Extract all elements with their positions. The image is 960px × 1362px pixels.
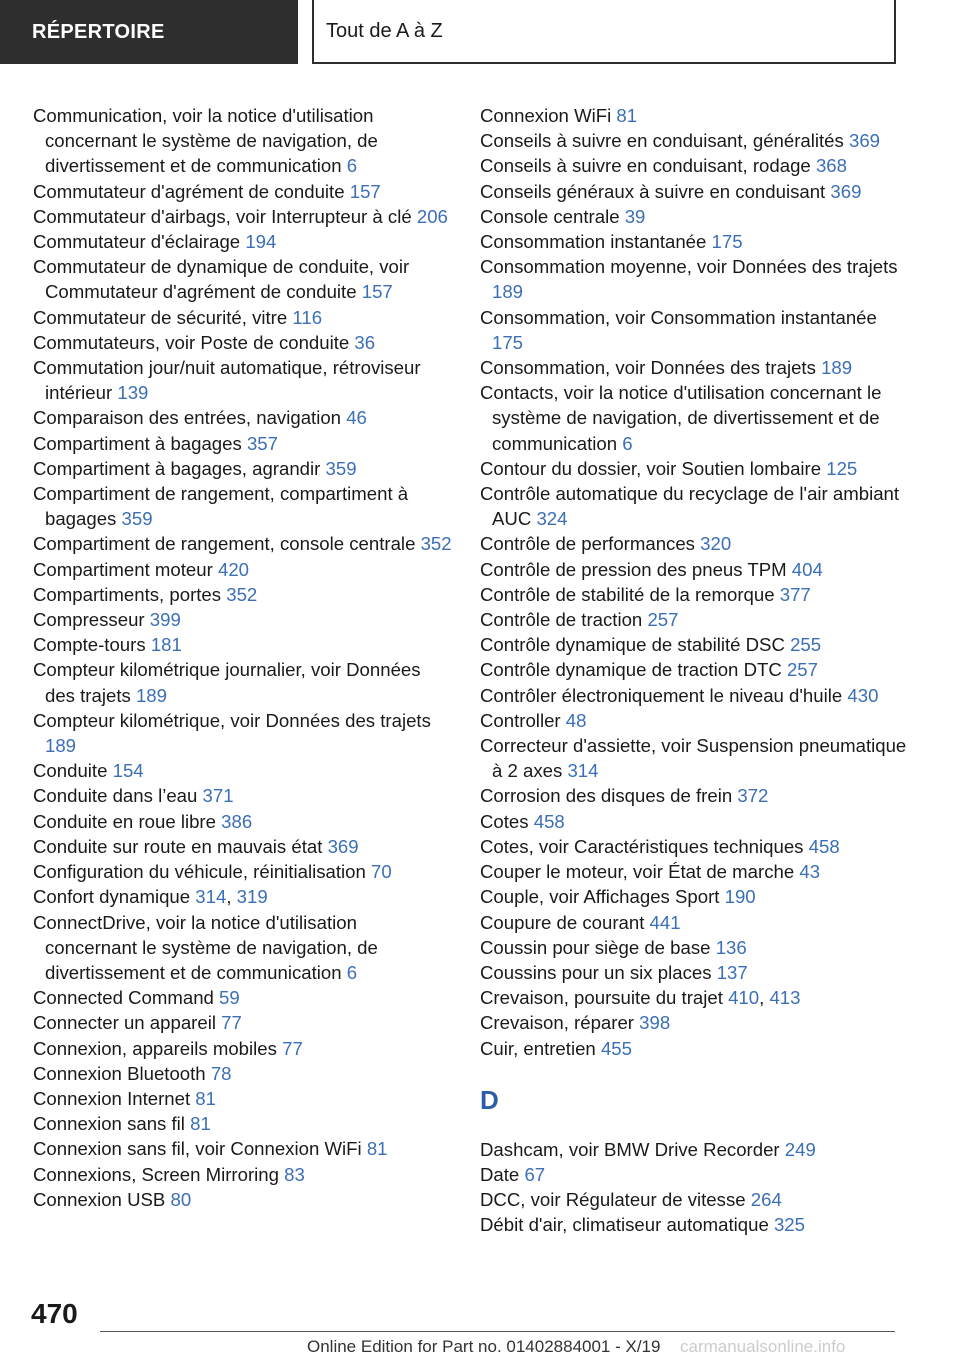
- index-entry: [33, 1061, 453, 1086]
- index-entry-text: Contrôle de stabilité de la remorque: [480, 583, 775, 605]
- page-link[interactable]: 78: [210, 1062, 232, 1084]
- index-entry: [480, 1187, 910, 1212]
- index-entry: [33, 809, 453, 834]
- page-link[interactable]: 139: [117, 382, 149, 404]
- page-link[interactable]: 81: [616, 105, 638, 126]
- index-entry-text: Contrôle de traction: [480, 609, 643, 631]
- page-link[interactable]: 6: [346, 155, 358, 177]
- page-link[interactable]: 157: [361, 281, 393, 303]
- index-entry: [480, 935, 910, 960]
- footer-divider: [100, 1331, 895, 1332]
- page-link[interactable]: 314: [567, 760, 599, 782]
- page-link[interactable]: 157: [349, 180, 381, 202]
- index-entry-text: Contrôle dynamique de stabilité DSC: [480, 634, 785, 656]
- index-entry-text: Crevaison, réparer: [480, 1012, 634, 1034]
- index-entry: [480, 103, 910, 128]
- index-entry-text: Consommation, voir Consommation instantanée: [480, 306, 877, 328]
- page-link[interactable]: 404: [791, 558, 823, 580]
- page-link[interactable]: 255: [790, 634, 822, 656]
- index-entry-text: Coussin pour siège de base: [480, 936, 711, 958]
- index-entry-text: Compartiment de rangement, compartiment à bagages: [33, 483, 409, 530]
- page-link[interactable]: 372: [737, 785, 769, 807]
- page-link[interactable]: 249: [784, 1138, 816, 1160]
- page-link[interactable]: 413: [769, 987, 801, 1009]
- index-entry-text: Conduite dans l’eau: [33, 785, 198, 807]
- index-entry-text: Conduite sur route en mauvais état: [33, 835, 323, 857]
- index-entry: [33, 783, 453, 808]
- index-entry: [33, 229, 453, 254]
- page-link[interactable]: 77: [282, 1037, 303, 1059]
- index-entry-text: Crevaison, poursuite du trajet: [480, 987, 723, 1009]
- index-entry-text: Connexion, appareils mobiles: [33, 1037, 277, 1059]
- index-entry: [33, 708, 453, 758]
- page-link[interactable]: 398: [639, 1012, 671, 1034]
- index-entry-text: Comparaison des entrées, navigation: [33, 407, 342, 429]
- page-link[interactable]: 137: [716, 961, 748, 983]
- index-entry: [480, 1162, 910, 1187]
- index-entry: [480, 783, 910, 808]
- index-entry: [480, 1036, 910, 1061]
- index-entry-text: Controller: [480, 709, 561, 731]
- index-entry: [33, 204, 453, 229]
- index-entry: [33, 859, 453, 884]
- page-link[interactable]: 83: [284, 1163, 305, 1185]
- page-link[interactable]: 352: [226, 583, 258, 605]
- index-entry: [33, 481, 453, 531]
- page-link[interactable]: 189: [821, 357, 853, 379]
- index-entry-text: Compte-tours: [33, 634, 146, 656]
- page-link[interactable]: 458: [533, 810, 565, 832]
- index-entry: Crevaison, poursuite du trajet 410, 413: [480, 987, 801, 1009]
- index-entry-text: Cotes, voir Caractéristiques techniques: [480, 835, 804, 857]
- page-link[interactable]: 70: [371, 861, 392, 883]
- index-entry-text: Commutateur d'agrément de conduite: [33, 180, 345, 202]
- index-entry-text: Conduite en roue libre: [33, 810, 216, 832]
- page-link[interactable]: 410: [728, 987, 760, 1009]
- index-entry-text: Commutateur de sécurité, vitre: [33, 306, 288, 328]
- index-entry-text: Connexion WiFi: [480, 105, 612, 126]
- page-link[interactable]: 190: [724, 886, 756, 908]
- index-entry-text: Compartiment à bagages, agrandir: [33, 457, 321, 479]
- page-link[interactable]: 320: [700, 533, 732, 555]
- index-entry-text: Connexion USB: [33, 1188, 166, 1210]
- index-entry-text: Connexion sans fil: [33, 1113, 185, 1135]
- page-link[interactable]: 319: [236, 886, 268, 908]
- index-entry: Confort dynamique 314, 319: [33, 886, 268, 908]
- index-entry: [480, 708, 910, 733]
- page-link[interactable]: 264: [750, 1189, 782, 1211]
- index-entry: [480, 481, 910, 531]
- index-entry: [480, 1010, 910, 1035]
- index-entry: [480, 355, 910, 380]
- index-entry: [33, 985, 453, 1010]
- page-link[interactable]: 46: [346, 407, 367, 429]
- index-entry-text: Console centrale: [480, 205, 620, 227]
- index-entry: [480, 531, 910, 556]
- index-entry: [33, 431, 453, 456]
- index-entry: [480, 657, 910, 682]
- index-entry: [33, 1036, 453, 1061]
- index-entry-text: Connected Command: [33, 987, 214, 1009]
- index-entry: [33, 179, 453, 204]
- index-entry-text: Dashcam, voir BMW Drive Recorder: [480, 1138, 780, 1160]
- page-link[interactable]: 441: [649, 911, 681, 933]
- index-entry: [480, 683, 910, 708]
- index-entry-text: Contrôler électroniquement le niveau d'huile: [480, 684, 843, 706]
- page-link[interactable]: 325: [773, 1214, 805, 1236]
- index-entry: [480, 1212, 910, 1237]
- index-entry: [480, 733, 910, 783]
- index-entry: [480, 557, 910, 582]
- page-link[interactable]: 324: [536, 508, 568, 530]
- index-entry: [33, 1111, 453, 1136]
- page-link[interactable]: 6: [346, 961, 358, 983]
- page-number: 470: [31, 1298, 78, 1329]
- index-entry-text: Contour du dossier, voir Soutien lombaire: [480, 457, 822, 479]
- page-link[interactable]: 125: [826, 457, 858, 479]
- page-link[interactable]: 352: [420, 533, 452, 555]
- letter-heading: D: [480, 1084, 499, 1115]
- index-entry-text: Débit d'air, climatiseur automatique: [480, 1214, 769, 1236]
- index-entry-text: Commutateur d'airbags, voir Interrupteur à clé: [33, 205, 412, 227]
- index-entry-text: Compteur kilométrique journalier, voir Données des trajets: [33, 659, 421, 706]
- page-link[interactable]: 116: [292, 306, 323, 328]
- index-entry-text: DCC, voir Régulateur de vitesse: [480, 1189, 746, 1211]
- index-entry-text: Commutateur de dynamique de conduite, voir Commutateur d'agrément de conduite: [33, 256, 410, 303]
- index-entry: [33, 607, 453, 632]
- index-entry-text: Connexion sans fil, voir Connexion WiFi: [33, 1138, 362, 1160]
- index-entry-text: Cuir, entretien: [480, 1037, 596, 1059]
- index-entry-text: Consommation, voir Données des trajets: [480, 357, 816, 379]
- index-entry: [480, 859, 910, 884]
- index-entry: [33, 355, 453, 405]
- index-entry-text: Contrôle de pression des pneus TPM: [480, 558, 787, 580]
- index-entry-text: Coussins pour un six places: [480, 961, 712, 983]
- page-link[interactable]: 357: [246, 432, 278, 454]
- index-entry-text: Cotes: [480, 810, 529, 832]
- index-entry: [33, 1010, 453, 1035]
- page-link[interactable]: 458: [808, 835, 840, 857]
- page-link[interactable]: 189: [135, 684, 167, 706]
- index-entry-text: Consommation moyenne, voir Données des trajets: [480, 256, 898, 278]
- index-entry: [480, 128, 910, 153]
- index-entry-text: Corrosion des disques de frein: [480, 785, 733, 807]
- index-entry: [33, 305, 453, 330]
- page-link[interactable]: 67: [524, 1163, 546, 1185]
- index-entry-text: Date: [480, 1163, 520, 1185]
- index-entry-text: Communication, voir la notice d'utilisation concernant le système de navigation, de divertissement et de communication: [33, 105, 378, 177]
- index-entry: [480, 179, 910, 204]
- index-entry: [480, 960, 910, 985]
- page-link[interactable]: 369: [830, 180, 862, 202]
- page-link[interactable]: 359: [121, 508, 153, 530]
- page-link[interactable]: 154: [112, 760, 144, 782]
- index-entry-text: Conseils à suivre en conduisant, généralités: [480, 130, 844, 152]
- index-entry-text: Connecter un appareil: [33, 1012, 216, 1034]
- index-entry: [480, 910, 910, 935]
- index-entry: [33, 1187, 453, 1212]
- page-link[interactable]: 359: [325, 457, 357, 479]
- index-entry: [33, 1162, 453, 1187]
- index-entry: [33, 531, 453, 556]
- page-link[interactable]: 206: [416, 205, 448, 227]
- page-link[interactable]: 36: [354, 331, 376, 353]
- index-entry-text: Compteur kilométrique, voir Données des trajets: [33, 709, 431, 731]
- index-entry-text: Consommation instantanée: [480, 231, 707, 253]
- index-entry: [480, 229, 910, 254]
- page-link[interactable]: 386: [221, 810, 253, 832]
- index-entry-text: Connexion Internet: [33, 1087, 191, 1109]
- index-entry: [33, 582, 453, 607]
- index-entry: [480, 305, 910, 355]
- page-link[interactable]: 43: [799, 861, 821, 883]
- index-entry: [33, 758, 453, 783]
- index-entry: [480, 456, 910, 481]
- page-link[interactable]: 81: [190, 1113, 211, 1135]
- watermark: carmanualsonline.info: [680, 1337, 846, 1356]
- page-link[interactable]: 175: [711, 231, 743, 253]
- index-entry-text: Commutateurs, voir Poste de conduite: [33, 331, 350, 353]
- page-header: [0, 0, 960, 66]
- page-link[interactable]: 399: [149, 609, 181, 631]
- page-link[interactable]: 420: [217, 558, 250, 580]
- index-entry: [480, 884, 910, 909]
- index-entry-text: Contrôle dynamique de traction DTC: [480, 659, 782, 681]
- index-entry: [480, 632, 910, 657]
- index-entry-text: Commutateur d'éclairage: [33, 231, 241, 253]
- index-entry: [480, 380, 910, 456]
- page-link[interactable]: 257: [786, 659, 818, 681]
- page-link[interactable]: 6: [622, 432, 633, 454]
- page-link[interactable]: 80: [170, 1188, 192, 1210]
- index-entry: [480, 582, 910, 607]
- page-link[interactable]: 181: [150, 634, 182, 656]
- index-entry: [480, 153, 910, 178]
- index-entry: [33, 1086, 453, 1111]
- edition-text: Online Edition for Part no. 01402884001 - X/19: [307, 1337, 661, 1356]
- page-link[interactable]: 59: [219, 987, 240, 1009]
- page-link[interactable]: 314: [195, 886, 227, 908]
- page-link[interactable]: 48: [565, 709, 587, 731]
- index-entry: [33, 632, 453, 657]
- index-entry: [33, 910, 453, 986]
- page-link[interactable]: 189: [492, 281, 524, 303]
- subsection-tab[interactable]: Tout de A à Z: [312, 0, 896, 64]
- index-entry: [480, 809, 910, 834]
- page-link[interactable]: 430: [847, 684, 879, 706]
- index-entry: [33, 103, 453, 179]
- index-entry-text: Compartiment à bagages: [33, 432, 242, 454]
- section-tab[interactable]: RÉPERTOIRE: [0, 0, 298, 64]
- index-entry: [33, 834, 453, 859]
- index-entry-text: Compresseur: [33, 609, 145, 631]
- index-entry: [480, 1137, 910, 1162]
- index-entry: [33, 657, 453, 707]
- page-link[interactable]: 136: [715, 936, 747, 958]
- page-link[interactable]: 81: [195, 1087, 216, 1109]
- index-entry-text: Contacts, voir la notice d'utilisation concernant le système de navigation, de divertissement et de communication: [480, 382, 882, 454]
- index-entry-text: Coupure de courant: [480, 911, 645, 933]
- index-entry-text: Contrôle automatique du recyclage de l'air ambiant AUC: [480, 483, 900, 530]
- page-link[interactable]: 455: [600, 1037, 632, 1059]
- index-entry-text: Connexion Bluetooth: [33, 1062, 206, 1084]
- index-entry-text: Conduite: [33, 760, 108, 782]
- index-entry-text: Contrôle de performances: [480, 533, 695, 555]
- page-link[interactable]: 175: [492, 331, 524, 353]
- index-entry: [33, 330, 453, 355]
- index-entry: [33, 456, 453, 481]
- page-link[interactable]: 377: [779, 583, 811, 605]
- index-column-right: [480, 103, 910, 1238]
- page-link[interactable]: 194: [245, 231, 277, 253]
- index-entry: [480, 254, 910, 304]
- index-entry-text: Compartiments, portes: [33, 583, 222, 605]
- index-entry-text: Configuration du véhicule, réinitialisation: [33, 861, 366, 883]
- index-entry-text: Compartiment moteur: [33, 558, 213, 580]
- page-link[interactable]: 77: [221, 1012, 242, 1034]
- index-entry-text: Compartiment de rangement, console centrale: [33, 533, 416, 555]
- index-list-d: [480, 1137, 910, 1238]
- index-entry: [33, 1136, 453, 1161]
- index-entry-text: Confort dynamique: [33, 886, 191, 908]
- index-entry: [33, 557, 453, 582]
- page-link[interactable]: 257: [647, 609, 679, 631]
- index-entry-text: Conseils à suivre en conduisant, rodage: [480, 155, 811, 177]
- index-entry-text: Commutation jour/nuit automatique, rétroviseur intérieur: [33, 357, 421, 404]
- index-entry: [480, 834, 910, 859]
- index-entry-text: Connexions, Screen Mirroring: [33, 1163, 279, 1185]
- index-entry-text: Couple, voir Affichages Sport: [480, 886, 720, 908]
- index-entry-text: Correcteur d'assiette, voir Suspension pneumatique à 2 axes: [480, 735, 907, 782]
- page-link[interactable]: 369: [849, 130, 881, 152]
- index-list-c: [480, 103, 910, 1061]
- index-entry: [480, 607, 910, 632]
- index-entry-text: ConnectDrive, voir la notice d'utilisation concernant le système de navigation, de divertissement et de communication: [33, 911, 378, 983]
- page-link[interactable]: 371: [202, 785, 234, 807]
- page-link[interactable]: 81: [366, 1138, 388, 1160]
- page-link[interactable]: 39: [624, 205, 646, 227]
- page-link[interactable]: 368: [815, 155, 847, 177]
- index-entry-text: Conseils généraux à suivre en conduisant: [480, 180, 826, 202]
- index-entry: [33, 405, 453, 430]
- index-entry-text: Couper le moteur, voir État de marche: [480, 861, 795, 883]
- page-link[interactable]: 369: [327, 835, 359, 857]
- index-column-left: [33, 103, 453, 1212]
- index-entry: [480, 204, 910, 229]
- index-entry: [33, 254, 453, 304]
- page-link[interactable]: 189: [45, 735, 77, 757]
